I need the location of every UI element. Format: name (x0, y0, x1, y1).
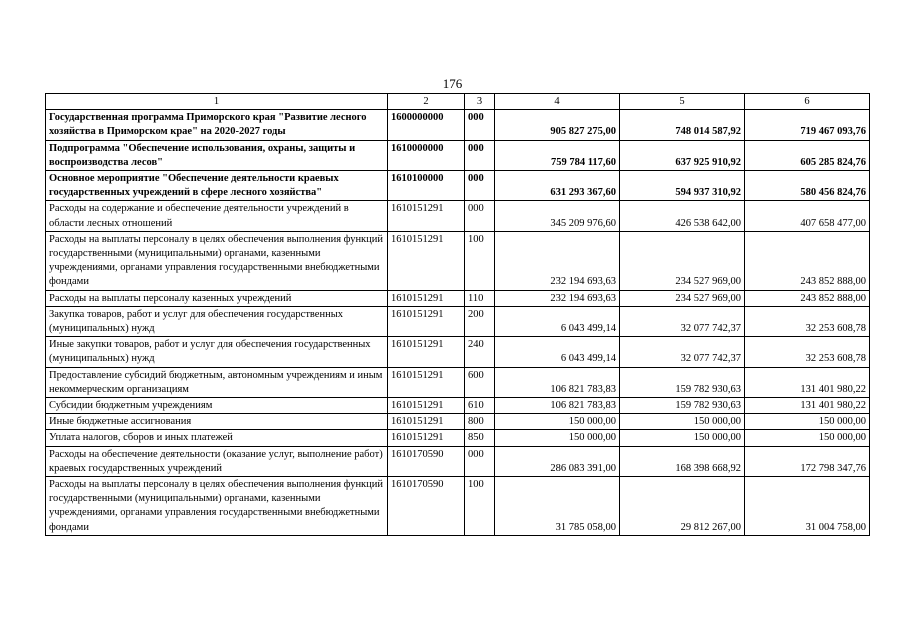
row-code-cell: 1610151291 (388, 430, 465, 446)
row-amount-2-cell: 234 527 969,00 (620, 290, 745, 306)
row-amount-2-cell: 637 925 910,92 (620, 140, 745, 170)
row-code-cell: 1610151291 (388, 337, 465, 367)
row-type-cell: 000 (465, 110, 495, 140)
row-type-cell: 850 (465, 430, 495, 446)
row-name-cell: Расходы на выплаты персоналу казенных учреждений (46, 290, 388, 306)
row-amount-2-cell: 234 527 969,00 (620, 231, 745, 290)
row-amount-1-cell: 150 000,00 (495, 430, 620, 446)
table-row (46, 398, 870, 414)
row-amount-1-cell: 286 083 391,00 (495, 446, 620, 476)
row-amount-3-cell: 131 401 980,22 (745, 398, 870, 414)
row-code-cell: 1610100000 (388, 171, 465, 201)
column-header-name: 1 (46, 94, 388, 110)
table-row (46, 140, 870, 170)
row-name-cell: Закупка товаров, работ и услуг для обеспечения государственных (муниципальных) нужд (46, 306, 388, 336)
budget-table (45, 93, 870, 536)
row-amount-2-cell: 159 782 930,63 (620, 398, 745, 414)
row-amount-3-cell: 172 798 347,76 (745, 446, 870, 476)
row-amount-2-cell: 150 000,00 (620, 414, 745, 430)
row-name-cell: Субсидии бюджетным учреждениям (46, 398, 388, 414)
row-amount-2-cell: 32 077 742,37 (620, 306, 745, 336)
row-type-cell: 240 (465, 337, 495, 367)
row-code-cell: 1610000000 (388, 140, 465, 170)
row-name-cell: Подпрограмма "Обеспечение использования, охраны, защиты и воспроизводства лесов" (46, 140, 388, 170)
row-amount-2-cell: 594 937 310,92 (620, 171, 745, 201)
row-amount-1-cell: 759 784 117,60 (495, 140, 620, 170)
row-amount-3-cell: 131 401 980,22 (745, 367, 870, 397)
table-row (46, 171, 870, 201)
row-amount-3-cell: 243 852 888,00 (745, 290, 870, 306)
row-name-cell: Расходы на выплаты персоналу в целях обеспечения выполнения функций государственными (муниципальными) органами, казенными учреждениями, органами управления государственными внебюджетными фондами (46, 231, 388, 290)
row-type-cell: 800 (465, 414, 495, 430)
row-name-cell: Иные закупки товаров, работ и услуг для обеспечения государственных (муниципальных) нужд (46, 337, 388, 367)
table-row (46, 367, 870, 397)
row-code-cell: 1610151291 (388, 231, 465, 290)
table-row (46, 290, 870, 306)
column-header-amount-3: 6 (745, 94, 870, 110)
row-amount-3-cell: 150 000,00 (745, 414, 870, 430)
row-name-cell: Основное мероприятие "Обеспечение деятельности краевых государственных учреждений в сфере лесного хозяйства" (46, 171, 388, 201)
row-amount-2-cell: 32 077 742,37 (620, 337, 745, 367)
row-type-cell: 000 (465, 201, 495, 231)
row-code-cell: 1610170590 (388, 477, 465, 536)
row-amount-1-cell: 31 785 058,00 (495, 477, 620, 536)
row-code-cell: 1610151291 (388, 367, 465, 397)
row-name-cell: Уплата налогов, сборов и иных платежей (46, 430, 388, 446)
row-type-cell: 610 (465, 398, 495, 414)
column-header-code: 2 (388, 94, 465, 110)
row-amount-2-cell: 168 398 668,92 (620, 446, 745, 476)
row-amount-2-cell: 159 782 930,63 (620, 367, 745, 397)
table-row (46, 201, 870, 231)
row-amount-3-cell: 32 253 608,78 (745, 337, 870, 367)
table-row (46, 477, 870, 536)
row-name-cell: Предоставление субсидий бюджетным, автономным учреждениям и иным некоммерческим организациям (46, 367, 388, 397)
row-type-cell: 200 (465, 306, 495, 336)
row-amount-3-cell: 32 253 608,78 (745, 306, 870, 336)
column-header-amount-2: 5 (620, 94, 745, 110)
row-amount-1-cell: 106 821 783,83 (495, 398, 620, 414)
row-amount-3-cell: 243 852 888,00 (745, 231, 870, 290)
row-code-cell: 1600000000 (388, 110, 465, 140)
row-code-cell: 1610151291 (388, 306, 465, 336)
row-name-cell: Расходы на обеспечение деятельности (оказание услуг, выполнение работ) краевых государственных учреждений (46, 446, 388, 476)
row-type-cell: 000 (465, 171, 495, 201)
row-amount-1-cell: 106 821 783,83 (495, 367, 620, 397)
row-amount-1-cell: 631 293 367,60 (495, 171, 620, 201)
row-amount-3-cell: 605 285 824,76 (745, 140, 870, 170)
page-number: 176 (442, 76, 463, 91)
row-amount-3-cell: 407 658 477,00 (745, 201, 870, 231)
row-amount-1-cell: 6 043 499,14 (495, 306, 620, 336)
row-amount-1-cell: 345 209 976,60 (495, 201, 620, 231)
row-amount-1-cell: 905 827 275,00 (495, 110, 620, 140)
row-name-cell: Расходы на выплаты персоналу в целях обеспечения выполнения функций государственными (муниципальными) органами, казенными учреждениями, органами управления государственными внебюджетными фондами (46, 477, 388, 536)
row-code-cell: 1610151291 (388, 398, 465, 414)
table-row (46, 231, 870, 290)
table-row (46, 306, 870, 336)
row-name-cell: Иные бюджетные ассигнования (46, 414, 388, 430)
table-row (46, 337, 870, 367)
row-name-cell: Расходы на содержание и обеспечение деятельности учреждений в области лесных отношений (46, 201, 388, 231)
row-amount-1-cell: 232 194 693,63 (495, 290, 620, 306)
row-code-cell: 1610151291 (388, 414, 465, 430)
row-amount-3-cell: 580 456 824,76 (745, 171, 870, 201)
row-type-cell: 000 (465, 140, 495, 170)
column-number-row (46, 94, 870, 110)
row-type-cell: 000 (465, 446, 495, 476)
row-type-cell: 100 (465, 231, 495, 290)
column-header-amount-1: 4 (495, 94, 620, 110)
table-row (46, 430, 870, 446)
row-type-cell: 110 (465, 290, 495, 306)
row-name-cell: Государственная программа Приморского края "Развитие лесного хозяйства в Приморском крае" на 2020-2027 годы (46, 110, 388, 140)
row-amount-3-cell: 31 004 758,00 (745, 477, 870, 536)
budget-table-body (46, 94, 870, 536)
table-row (46, 110, 870, 140)
column-header-type: 3 (465, 94, 495, 110)
row-amount-1-cell: 150 000,00 (495, 414, 620, 430)
row-amount-2-cell: 426 538 642,00 (620, 201, 745, 231)
row-amount-2-cell: 748 014 587,92 (620, 110, 745, 140)
table-row (46, 414, 870, 430)
row-code-cell: 1610170590 (388, 446, 465, 476)
row-amount-3-cell: 719 467 093,76 (745, 110, 870, 140)
row-type-cell: 600 (465, 367, 495, 397)
row-amount-1-cell: 232 194 693,63 (495, 231, 620, 290)
row-amount-3-cell: 150 000,00 (745, 430, 870, 446)
row-amount-1-cell: 6 043 499,14 (495, 337, 620, 367)
row-code-cell: 1610151291 (388, 201, 465, 231)
row-amount-2-cell: 29 812 267,00 (620, 477, 745, 536)
row-code-cell: 1610151291 (388, 290, 465, 306)
row-amount-2-cell: 150 000,00 (620, 430, 745, 446)
row-type-cell: 100 (465, 477, 495, 536)
table-row (46, 446, 870, 476)
